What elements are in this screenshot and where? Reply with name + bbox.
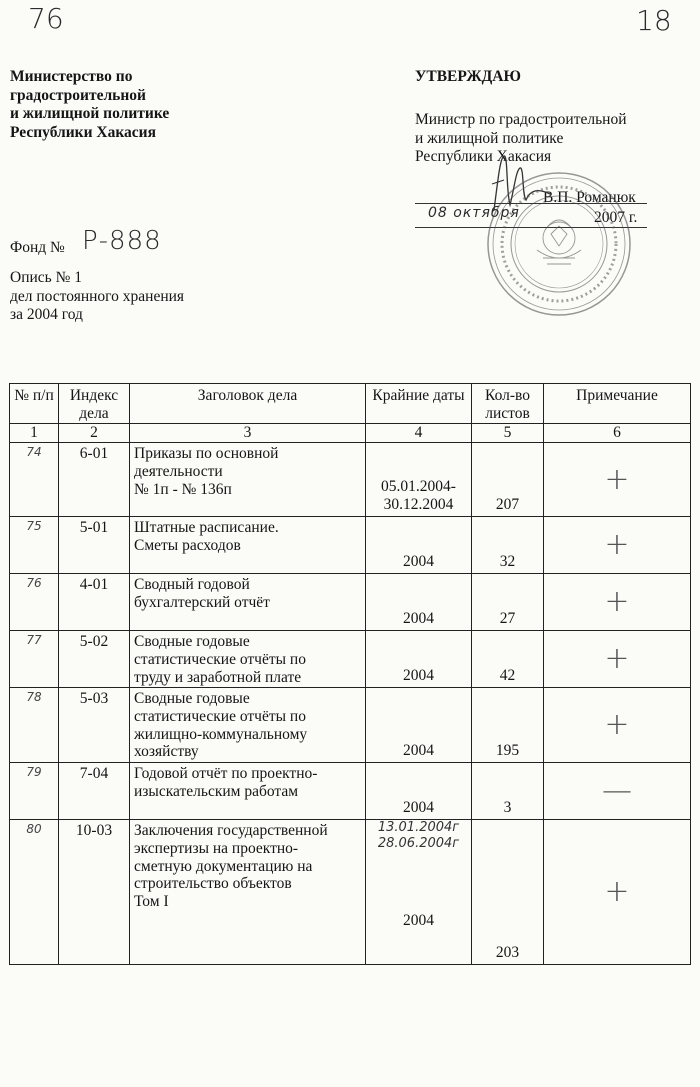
- table-row: [10, 574, 691, 631]
- title-line: статистические отчёты по: [134, 707, 306, 725]
- title-line: Годовой отчёт по проектно-: [134, 765, 318, 782]
- page-number-right: 18: [636, 4, 672, 37]
- row-number-handwritten: 77: [26, 633, 42, 647]
- title-cell: [130, 688, 366, 763]
- table-row: [10, 443, 691, 517]
- title-line: сметную документацию на: [134, 857, 313, 875]
- title-cell: [130, 443, 366, 517]
- dates-value: 2004: [403, 610, 434, 628]
- fond-label: Фонд №: [10, 239, 65, 256]
- opis-block: [10, 269, 310, 325]
- dates-value: 2004: [403, 912, 434, 929]
- date-handwritten-line: 13.01.2004г: [377, 820, 460, 835]
- note-mark-cell: +: [544, 631, 691, 688]
- column-header: Индекс дела: [59, 384, 130, 424]
- official-seal-icon: [485, 170, 633, 318]
- ministry-line: Республики Хакасия: [10, 123, 157, 141]
- title-cell: [130, 517, 366, 574]
- note-mark-cell: +: [544, 688, 691, 763]
- note-mark-cell: +: [544, 574, 691, 631]
- title-line: Сводный годовой: [134, 576, 250, 593]
- inventory-table: [9, 383, 690, 965]
- index-cell: 5-01: [59, 517, 130, 574]
- row-number-cell: [10, 443, 59, 517]
- row-number-cell: [10, 820, 59, 965]
- title-line: деятельности: [134, 462, 223, 480]
- title-line: труду и заработной плате: [134, 668, 302, 686]
- row-number-handwritten: 78: [26, 690, 42, 704]
- column-number: 3: [130, 424, 366, 443]
- column-header: Кол-во листов: [472, 384, 544, 424]
- row-number-handwritten: 80: [26, 822, 42, 836]
- column-header: Крайние даты: [366, 384, 472, 424]
- table-row: [10, 517, 691, 574]
- ministry-line: и жилищной политике: [10, 105, 170, 122]
- approval-year: 2007 г.: [594, 209, 638, 226]
- index-cell: 5-02: [59, 631, 130, 688]
- column-number: 1: [10, 424, 59, 443]
- sheet-count-cell: 3: [472, 763, 544, 820]
- row-number-cell: [10, 631, 59, 688]
- table-row: [10, 763, 691, 820]
- opis-line: дел постоянного хранения: [10, 287, 185, 305]
- note-mark-cell: +: [544, 443, 691, 517]
- ministry-line: Министерство по: [10, 68, 133, 85]
- column-header: Примечание: [544, 384, 691, 424]
- signatory-name: В.П. Романюк: [543, 189, 636, 206]
- row-number-cell: [10, 763, 59, 820]
- sheet-count-cell: 27: [472, 574, 544, 631]
- table-row: [10, 631, 691, 688]
- dates-cell: [366, 574, 472, 631]
- title-line: строительство объектов: [134, 875, 292, 893]
- sheet-count-cell: 42: [472, 631, 544, 688]
- title-cell: [130, 631, 366, 688]
- title-cell: [130, 820, 366, 965]
- sheet-count-cell: 203: [472, 820, 544, 965]
- index-cell: 6-01: [59, 443, 130, 517]
- dates-value: 2004: [403, 742, 434, 760]
- opis-line: за 2004 год: [10, 306, 83, 323]
- dates-cell: [366, 443, 472, 517]
- column-number: 5: [472, 424, 544, 443]
- dates-value: 2004: [403, 667, 434, 685]
- table-row: [10, 688, 691, 763]
- row-number-cell: [10, 517, 59, 574]
- row-number-cell: [10, 688, 59, 763]
- note-mark-cell: —: [544, 763, 691, 820]
- title-line: Сводные годовые: [134, 690, 250, 707]
- index-cell: 5-03: [59, 688, 130, 763]
- column-header: № п/п: [10, 384, 59, 424]
- approval-line: Министр по градостроительной: [415, 111, 627, 128]
- row-number-handwritten: 75: [26, 519, 42, 533]
- title-line: Сметы расходов: [134, 536, 241, 554]
- dates-cell: [366, 688, 472, 763]
- sheet-count-cell: 207: [472, 443, 544, 517]
- approval-line: Республики Хакасия: [415, 148, 552, 165]
- title-line: Том I: [134, 893, 169, 911]
- column-number-row: [10, 424, 691, 443]
- column-number: 6: [544, 424, 691, 443]
- ministry-name: [10, 68, 290, 142]
- column-header: Заголовок дела: [130, 384, 366, 424]
- title-line: хозяйству: [134, 743, 199, 761]
- dates-value: 2004: [403, 553, 434, 571]
- table-row: [10, 820, 691, 965]
- index-cell: 4-01: [59, 574, 130, 631]
- dates-cell: [366, 763, 472, 820]
- note-mark-cell: +: [544, 517, 691, 574]
- column-number: 4: [366, 424, 472, 443]
- table-header-row: [10, 384, 691, 424]
- title-cell: [130, 763, 366, 820]
- opis-line: Опись № 1: [10, 269, 83, 286]
- page-number-left: 76: [28, 2, 64, 35]
- title-cell: [130, 574, 366, 631]
- title-line: Заключения государственной: [134, 822, 328, 839]
- row-number-handwritten: 76: [26, 576, 42, 590]
- title-line: Штатные расписание.: [134, 519, 279, 536]
- dates-cell: [366, 517, 472, 574]
- title-line: статистические отчёты по: [134, 650, 306, 668]
- column-number: 2: [59, 424, 130, 443]
- title-line: № 1п - № 136п: [134, 480, 232, 498]
- dates-value: 05.01.2004- 30.12.2004: [381, 478, 456, 514]
- dates-handwritten: [366, 820, 471, 852]
- index-cell: 10-03: [59, 820, 130, 965]
- dates-value: 2004: [403, 799, 434, 817]
- fond-number-handwritten: Р-888: [82, 226, 162, 256]
- title-line: экспертизы на проектно-: [134, 839, 299, 857]
- approval-date-handwritten: 08 октября: [428, 205, 520, 221]
- approval-title: УТВЕРЖДАЮ: [415, 68, 521, 85]
- title-line: Сводные годовые: [134, 633, 250, 650]
- ministry-line: градостроительной: [10, 86, 146, 104]
- title-line: Приказы по основной: [134, 445, 279, 462]
- row-number-handwritten: 79: [26, 765, 42, 779]
- title-line: изыскательским работам: [134, 782, 299, 800]
- sheet-count-cell: 32: [472, 517, 544, 574]
- date-handwritten-line: 28.06.2004г: [377, 836, 460, 851]
- title-line: жилищно-коммунальному: [134, 725, 308, 743]
- row-number-handwritten: 74: [26, 445, 42, 459]
- row-number-cell: [10, 574, 59, 631]
- dates-cell: [366, 631, 472, 688]
- index-cell: 7-04: [59, 763, 130, 820]
- dates-cell: [366, 820, 472, 965]
- title-line: бухгалтерский отчёт: [134, 593, 270, 611]
- note-mark-cell: +: [544, 820, 691, 965]
- sheet-count-cell: 195: [472, 688, 544, 763]
- approval-line: и жилищной политике: [415, 129, 564, 147]
